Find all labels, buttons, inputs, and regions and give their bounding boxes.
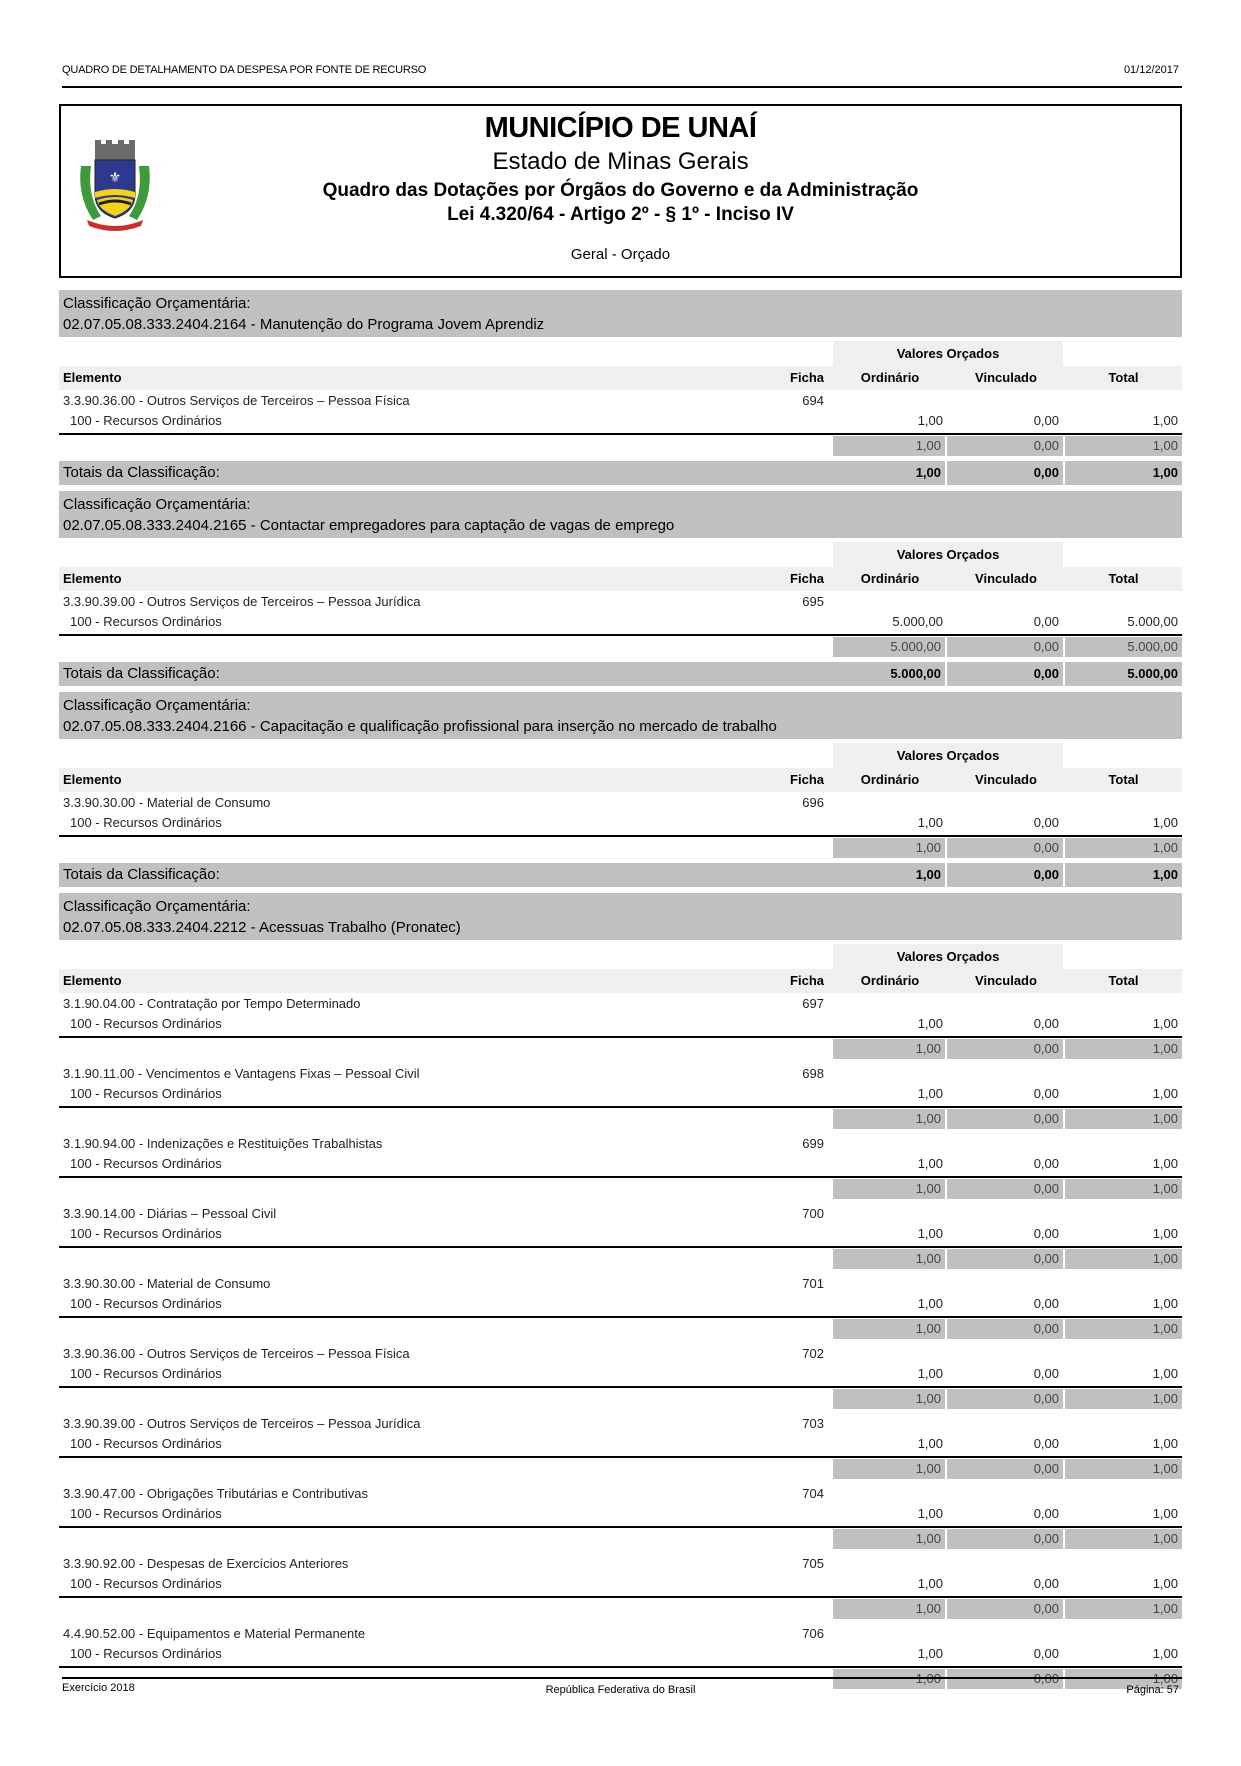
classification-totals-row bbox=[59, 863, 1182, 887]
classification-label: Classificação Orçamentária: bbox=[63, 496, 251, 513]
classification-code: 02.07.05.08.333.2404.2212 - Acessuas Trabalho (Pronatec) bbox=[63, 919, 461, 936]
elemento-description: 3.3.90.36.00 - Outros Serviços de Terceiros – Pessoa Física bbox=[63, 1346, 410, 1361]
row-divider bbox=[59, 634, 1182, 636]
row-divider bbox=[59, 1456, 1182, 1458]
ordinario-value: 1,00 bbox=[917, 1576, 943, 1591]
total-value: 1,00 bbox=[1152, 1226, 1178, 1241]
classification-totals-row bbox=[59, 461, 1182, 485]
ficha-number: 701 bbox=[802, 1276, 824, 1291]
cell-separator bbox=[945, 461, 947, 485]
cell-separator bbox=[1063, 461, 1065, 485]
cell-separator bbox=[1063, 863, 1065, 887]
subtotal-ordinario: 1,00 bbox=[833, 1109, 945, 1129]
header-divider bbox=[62, 86, 1182, 88]
elemento-description: 3.3.90.30.00 - Material de Consumo bbox=[63, 795, 271, 810]
elemento-description: 3.3.90.39.00 - Outros Serviços de Terceiros – Pessoa Jurídica bbox=[63, 594, 421, 609]
col-vinculado: Vinculado bbox=[975, 973, 1037, 988]
row-divider bbox=[59, 835, 1182, 837]
fonte-recurso: 100 - Recursos Ordinários bbox=[70, 1646, 222, 1661]
col-total: Total bbox=[1108, 370, 1139, 385]
svg-text:⚜: ⚜ bbox=[108, 169, 122, 185]
subtotal-ordinario: 1,00 bbox=[833, 1459, 945, 1479]
table-row bbox=[59, 1414, 1182, 1484]
vinculado-value: 0,00 bbox=[1033, 614, 1059, 629]
valores-orcados-header: Valores Orçados bbox=[833, 542, 1063, 567]
col-ordinario: Ordinário bbox=[860, 772, 920, 787]
law-reference: Lei 4.320/64 - Artigo 2º - § 1º - Inciso IV bbox=[447, 204, 794, 225]
cell-separator bbox=[945, 662, 947, 686]
fonte-recurso: 100 - Recursos Ordinários bbox=[70, 1436, 222, 1451]
ordinario-value: 1,00 bbox=[917, 1016, 943, 1031]
elemento-description: 3.1.90.11.00 - Vencimentos e Vantagens Fixas – Pessoal Civil bbox=[63, 1066, 420, 1081]
classification-band bbox=[59, 290, 1182, 337]
col-elemento: Elemento bbox=[63, 370, 122, 385]
row-divider bbox=[59, 1526, 1182, 1528]
col-total: Total bbox=[1108, 973, 1139, 988]
subtotal-vinculado: 0,00 bbox=[947, 1249, 1063, 1269]
table-row bbox=[59, 592, 1182, 662]
subtotal-total: 1,00 bbox=[1065, 838, 1182, 858]
subtotal-vinculado: 0,00 bbox=[947, 1599, 1063, 1619]
total-value: 1,00 bbox=[1152, 1576, 1178, 1591]
totals-vinculado: 0,00 bbox=[1033, 465, 1059, 480]
subtotal-total: 1,00 bbox=[1065, 1599, 1182, 1619]
subtotal-vinculado: 0,00 bbox=[947, 1529, 1063, 1549]
subtotal-ordinario: 1,00 bbox=[833, 1249, 945, 1269]
col-ficha: Ficha bbox=[790, 571, 824, 586]
subtotal-vinculado: 0,00 bbox=[947, 1319, 1063, 1339]
vinculado-value: 0,00 bbox=[1033, 1576, 1059, 1591]
classification-label: Classificação Orçamentária: bbox=[63, 295, 251, 312]
valores-orcados-header: Valores Orçados bbox=[833, 743, 1063, 768]
total-value: 1,00 bbox=[1152, 1506, 1178, 1521]
fonte-recurso: 100 - Recursos Ordinários bbox=[70, 1156, 222, 1171]
ficha-number: 702 bbox=[802, 1346, 824, 1361]
subtotal-vinculado: 0,00 bbox=[947, 1109, 1063, 1129]
table-row bbox=[59, 1064, 1182, 1134]
vinculado-value: 0,00 bbox=[1033, 1296, 1059, 1311]
subtotal-total: 1,00 bbox=[1065, 1319, 1182, 1339]
subtotal-vinculado: 0,00 bbox=[947, 1039, 1063, 1059]
elemento-description: 3.3.90.39.00 - Outros Serviços de Terceiros – Pessoa Jurídica bbox=[63, 1416, 421, 1431]
elemento-description: 3.3.90.92.00 - Despesas de Exercícios Anteriores bbox=[63, 1556, 349, 1571]
column-header bbox=[59, 743, 1182, 793]
elemento-description: 3.1.90.94.00 - Indenizações e Restituições Trabalhistas bbox=[63, 1136, 383, 1151]
totals-label: Totais da Classificação: bbox=[63, 866, 220, 883]
totals-total: 1,00 bbox=[1152, 465, 1178, 480]
vinculado-value: 0,00 bbox=[1033, 1156, 1059, 1171]
classification-code: 02.07.05.08.333.2404.2166 - Capacitação e qualificação profissional para inserção no mercado de trabalho bbox=[63, 718, 777, 735]
subtotal-total: 1,00 bbox=[1065, 1039, 1182, 1059]
table-row bbox=[59, 994, 1182, 1064]
total-value: 1,00 bbox=[1152, 1436, 1178, 1451]
row-divider bbox=[59, 433, 1182, 435]
subtotal-vinculado: 0,00 bbox=[947, 637, 1063, 657]
vinculado-value: 0,00 bbox=[1033, 1366, 1059, 1381]
totals-ordinario: 5.000,00 bbox=[890, 666, 941, 681]
fonte-recurso: 100 - Recursos Ordinários bbox=[70, 614, 222, 629]
classification-label: Classificação Orçamentária: bbox=[63, 697, 251, 714]
classification-totals-row bbox=[59, 662, 1182, 686]
fonte-recurso: 100 - Recursos Ordinários bbox=[70, 413, 222, 428]
elemento-description: 4.4.90.52.00 - Equipamentos e Material Permanente bbox=[63, 1626, 366, 1641]
classification-code: 02.07.05.08.333.2404.2164 - Manutenção do Programa Jovem Aprendiz bbox=[63, 316, 545, 333]
fonte-recurso: 100 - Recursos Ordinários bbox=[70, 1086, 222, 1101]
ficha-number: 700 bbox=[802, 1206, 824, 1221]
table-row bbox=[59, 1134, 1182, 1204]
total-value: 1,00 bbox=[1152, 1366, 1178, 1381]
elemento-description: 3.3.90.47.00 - Obrigações Tributárias e Contributivas bbox=[63, 1486, 368, 1501]
subtotal-ordinario: 1,00 bbox=[833, 838, 945, 858]
vinculado-value: 0,00 bbox=[1033, 1646, 1059, 1661]
report-title: Quadro das Dotações por Órgãos do Governo e da Administração bbox=[322, 180, 919, 201]
cell-separator bbox=[1063, 662, 1065, 686]
fonte-recurso: 100 - Recursos Ordinários bbox=[70, 815, 222, 830]
classification-band bbox=[59, 491, 1182, 538]
ordinario-value: 1,00 bbox=[917, 1226, 943, 1241]
col-ficha: Ficha bbox=[790, 973, 824, 988]
subtotal-vinculado: 0,00 bbox=[947, 1389, 1063, 1409]
col-vinculado: Vinculado bbox=[975, 370, 1037, 385]
subtotal-ordinario: 1,00 bbox=[833, 1529, 945, 1549]
col-total: Total bbox=[1108, 772, 1139, 787]
subtotal-ordinario: 1,00 bbox=[833, 1599, 945, 1619]
footer-divider bbox=[62, 1677, 1182, 1679]
row-divider bbox=[59, 1386, 1182, 1388]
title-block bbox=[59, 104, 1182, 278]
row-divider bbox=[59, 1246, 1182, 1248]
elemento-description: 3.1.90.04.00 - Contratação por Tempo Determinado bbox=[63, 996, 361, 1011]
vinculado-value: 0,00 bbox=[1033, 1086, 1059, 1101]
ordinario-value: 1,00 bbox=[917, 815, 943, 830]
subtotal-ordinario: 1,00 bbox=[833, 1179, 945, 1199]
subtotal-total: 1,00 bbox=[1065, 436, 1182, 456]
totals-ordinario: 1,00 bbox=[915, 867, 941, 882]
total-value: 1,00 bbox=[1152, 1646, 1178, 1661]
subtotal-total: 1,00 bbox=[1065, 1529, 1182, 1549]
vinculado-value: 0,00 bbox=[1033, 1436, 1059, 1451]
classification-band bbox=[59, 893, 1182, 940]
ficha-number: 696 bbox=[802, 795, 824, 810]
dotacoes-table bbox=[59, 290, 1182, 1694]
row-divider bbox=[59, 1666, 1182, 1668]
ficha-number: 699 bbox=[802, 1136, 824, 1151]
column-header bbox=[59, 542, 1182, 592]
subtotal-vinculado: 0,00 bbox=[947, 1179, 1063, 1199]
total-value: 1,00 bbox=[1152, 815, 1178, 830]
ficha-number: 704 bbox=[802, 1486, 824, 1501]
col-ficha: Ficha bbox=[790, 772, 824, 787]
ficha-number: 703 bbox=[802, 1416, 824, 1431]
vinculado-value: 0,00 bbox=[1033, 1016, 1059, 1031]
total-value: 1,00 bbox=[1152, 1086, 1178, 1101]
total-value: 1,00 bbox=[1152, 1016, 1178, 1031]
classification-label: Classificação Orçamentária: bbox=[63, 898, 251, 915]
ficha-number: 694 bbox=[802, 393, 824, 408]
subtotal-ordinario: 1,00 bbox=[833, 1319, 945, 1339]
valores-orcados-header: Valores Orçados bbox=[833, 341, 1063, 366]
ordinario-value: 1,00 bbox=[917, 1506, 943, 1521]
fonte-recurso: 100 - Recursos Ordinários bbox=[70, 1506, 222, 1521]
ordinario-value: 1,00 bbox=[917, 1296, 943, 1311]
col-elemento: Elemento bbox=[63, 571, 122, 586]
ordinario-value: 1,00 bbox=[917, 413, 943, 428]
subtotal-ordinario: 1,00 bbox=[833, 436, 945, 456]
vinculado-value: 0,00 bbox=[1033, 413, 1059, 428]
ficha-number: 698 bbox=[802, 1066, 824, 1081]
vinculado-value: 0,00 bbox=[1033, 1506, 1059, 1521]
table-row bbox=[59, 391, 1182, 461]
fonte-recurso: 100 - Recursos Ordinários bbox=[70, 1296, 222, 1311]
totals-label: Totais da Classificação: bbox=[63, 464, 220, 481]
table-row bbox=[59, 793, 1182, 863]
total-value: 1,00 bbox=[1152, 1296, 1178, 1311]
totals-vinculado: 0,00 bbox=[1033, 867, 1059, 882]
footer-country: República Federativa do Brasil bbox=[545, 1684, 696, 1696]
ordinario-value: 1,00 bbox=[917, 1156, 943, 1171]
column-header bbox=[59, 341, 1182, 391]
report-header-title: QUADRO DE DETALHAMENTO DA DESPESA POR FONTE DE RECURSO bbox=[62, 64, 427, 76]
subtotal-total: 1,00 bbox=[1065, 1459, 1182, 1479]
col-ficha: Ficha bbox=[790, 370, 824, 385]
row-divider bbox=[59, 1106, 1182, 1108]
cell-separator bbox=[945, 863, 947, 887]
row-divider bbox=[59, 1176, 1182, 1178]
ordinario-value: 5.000,00 bbox=[892, 614, 943, 629]
ordinario-value: 1,00 bbox=[917, 1646, 943, 1661]
subtotal-ordinario: 1,00 bbox=[833, 1389, 945, 1409]
totals-total: 1,00 bbox=[1152, 867, 1178, 882]
state-name: Estado de Minas Gerais bbox=[492, 148, 749, 175]
classification-band bbox=[59, 692, 1182, 739]
fonte-recurso: 100 - Recursos Ordinários bbox=[70, 1576, 222, 1591]
row-divider bbox=[59, 1596, 1182, 1598]
ficha-number: 695 bbox=[802, 594, 824, 609]
subtotal-vinculado: 0,00 bbox=[947, 838, 1063, 858]
subtotal-total: 1,00 bbox=[1065, 1389, 1182, 1409]
subtotal-vinculado: 0,00 bbox=[947, 436, 1063, 456]
totals-vinculado: 0,00 bbox=[1033, 666, 1059, 681]
totals-ordinario: 1,00 bbox=[915, 465, 941, 480]
ficha-number: 706 bbox=[802, 1626, 824, 1641]
elemento-description: 3.3.90.30.00 - Material de Consumo bbox=[63, 1276, 271, 1291]
table-row bbox=[59, 1274, 1182, 1344]
ficha-number: 705 bbox=[802, 1556, 824, 1571]
table-row bbox=[59, 1554, 1182, 1624]
row-divider bbox=[59, 1316, 1182, 1318]
ordinario-value: 1,00 bbox=[917, 1366, 943, 1381]
fonte-recurso: 100 - Recursos Ordinários bbox=[70, 1226, 222, 1241]
elemento-description: 3.3.90.14.00 - Diárias – Pessoal Civil bbox=[63, 1206, 277, 1221]
col-elemento: Elemento bbox=[63, 973, 122, 988]
subtotal-ordinario: 1,00 bbox=[833, 1039, 945, 1059]
col-ordinario: Ordinário bbox=[860, 571, 920, 586]
vinculado-value: 0,00 bbox=[1033, 815, 1059, 830]
subtotal-total: 1,00 bbox=[1065, 1249, 1182, 1269]
col-vinculado: Vinculado bbox=[975, 772, 1037, 787]
col-ordinario: Ordinário bbox=[860, 973, 920, 988]
col-elemento: Elemento bbox=[63, 772, 122, 787]
classification-code: 02.07.05.08.333.2404.2165 - Contactar empregadores para captação de vagas de emprego bbox=[63, 517, 675, 534]
valores-orcados-header: Valores Orçados bbox=[833, 944, 1063, 969]
ficha-number: 697 bbox=[802, 996, 824, 1011]
ordinario-value: 1,00 bbox=[917, 1436, 943, 1451]
totals-total: 5.000,00 bbox=[1127, 666, 1178, 681]
subtotal-vinculado: 0,00 bbox=[947, 1459, 1063, 1479]
table-row bbox=[59, 1204, 1182, 1274]
total-value: 5.000,00 bbox=[1127, 614, 1178, 629]
report-scope: Geral - Orçado bbox=[570, 246, 671, 263]
fonte-recurso: 100 - Recursos Ordinários bbox=[70, 1366, 222, 1381]
totals-label: Totais da Classificação: bbox=[63, 665, 220, 682]
col-total: Total bbox=[1108, 571, 1139, 586]
col-ordinario: Ordinário bbox=[860, 370, 920, 385]
vinculado-value: 0,00 bbox=[1033, 1226, 1059, 1241]
footer-page-number: Página: 57 bbox=[1126, 1684, 1179, 1696]
total-value: 1,00 bbox=[1152, 413, 1178, 428]
municipality-name: MUNICÍPIO DE UNAÍ bbox=[484, 112, 757, 144]
ordinario-value: 1,00 bbox=[917, 1086, 943, 1101]
table-row bbox=[59, 1344, 1182, 1414]
table-row bbox=[59, 1484, 1182, 1554]
footer-exercise: Exercício 2018 bbox=[62, 1682, 135, 1694]
column-header bbox=[59, 944, 1182, 994]
col-vinculado: Vinculado bbox=[975, 571, 1037, 586]
subtotal-total: 5.000,00 bbox=[1065, 637, 1182, 657]
subtotal-ordinario: 5.000,00 bbox=[833, 637, 945, 657]
row-divider bbox=[59, 1036, 1182, 1038]
total-value: 1,00 bbox=[1152, 1156, 1178, 1171]
subtotal-total: 1,00 bbox=[1065, 1109, 1182, 1129]
elemento-description: 3.3.90.36.00 - Outros Serviços de Terceiros – Pessoa Física bbox=[63, 393, 410, 408]
subtotal-total: 1,00 bbox=[1065, 1179, 1182, 1199]
fonte-recurso: 100 - Recursos Ordinários bbox=[70, 1016, 222, 1031]
report-header-date: 01/12/2017 bbox=[1123, 64, 1179, 76]
